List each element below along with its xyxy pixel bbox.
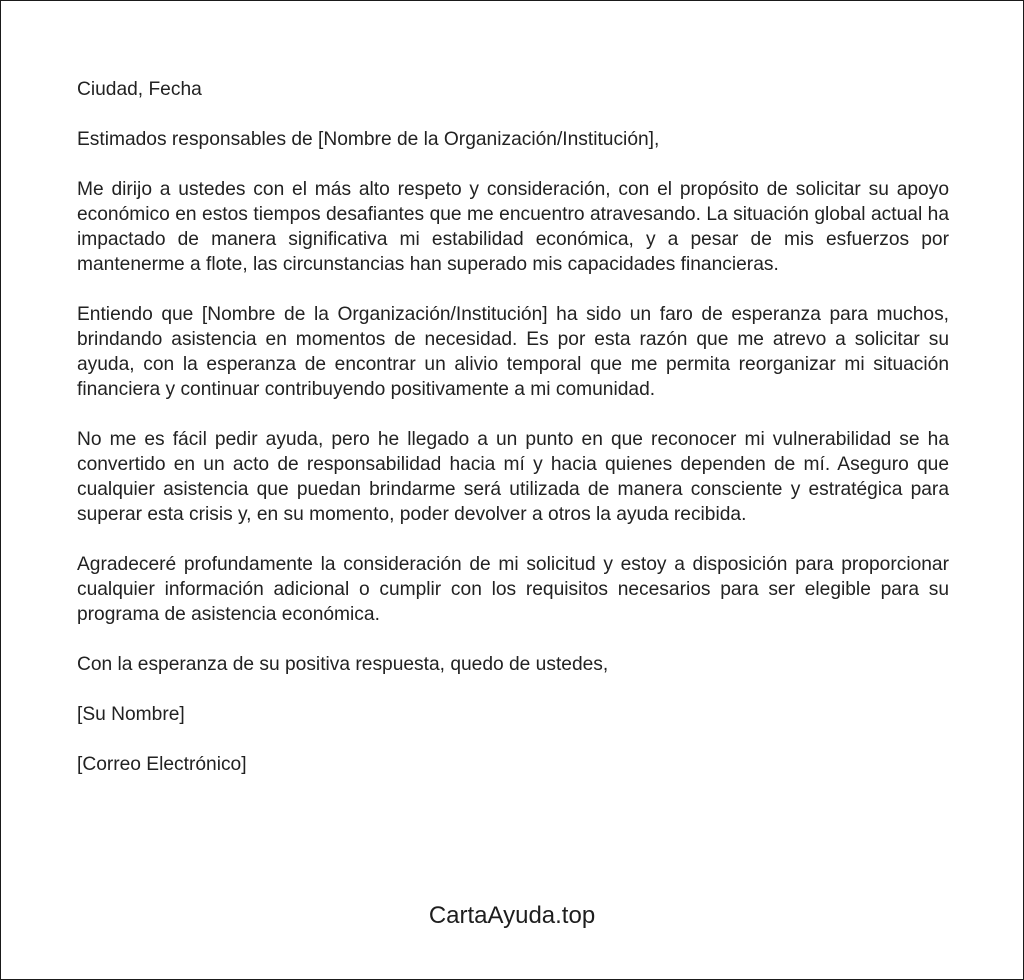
paragraph-vulnerability: No me es fácil pedir ayuda, pero he llegado a un punto en que reconocer mi vulnerabilidad se ha convertido en un acto de responsabilidad hacia mí y hacia quienes dependen de mí. Aseguro que cualquier asistencia que puedan brindarme será utilizada de manera consciente y estratégica para superar esta crisis y, en su momento, poder devolver a otros la ayuda recibida. [77, 429, 949, 525]
letter-body [77, 77, 949, 802]
signature-name: [Su Nombre] [77, 704, 185, 725]
site-watermark: CartaAyuda.top [428, 902, 596, 929]
salutation: Estimados responsables de [Nombre de la Organización/Institución], [77, 129, 660, 150]
signature-email: [Correo Electrónico] [77, 754, 247, 775]
closing-line: Con la esperanza de su positiva respuesta, quedo de ustedes, [77, 654, 609, 675]
paragraph-request: Me dirijo a ustedes con el más alto respeto y consideración, con el propósito de solicitar su apoyo económico en estos tiempos desafiantes que me encuentro atravesando. La situación global actual ha impactado de manera significativa mi estabilidad económica, y a pesar de mis esfuerzos por mantenerme a flote, las circunstancias han superado mis capacidades financieras. [77, 179, 949, 275]
paragraph-gratitude: Agradeceré profundamente la consideración de mi solicitud y estoy a disposición para proporcionar cualquier información adicional o cumplir con los requisitos necesarios para ser elegible para su programa de asistencia económica. [77, 554, 949, 625]
place-date: Ciudad, Fecha [77, 79, 202, 100]
paragraph-organization: Entiendo que [Nombre de la Organización/Institución] ha sido un faro de esperanza para muchos, brindando asistencia en momentos de necesidad. Es por esta razón que me atrevo a solicitar su ayuda, con la esperanza de encontrar un alivio temporal que me permita reorganizar mi situación financiera y continuar contribuyendo positivamente a mi comunidad. [77, 304, 949, 400]
